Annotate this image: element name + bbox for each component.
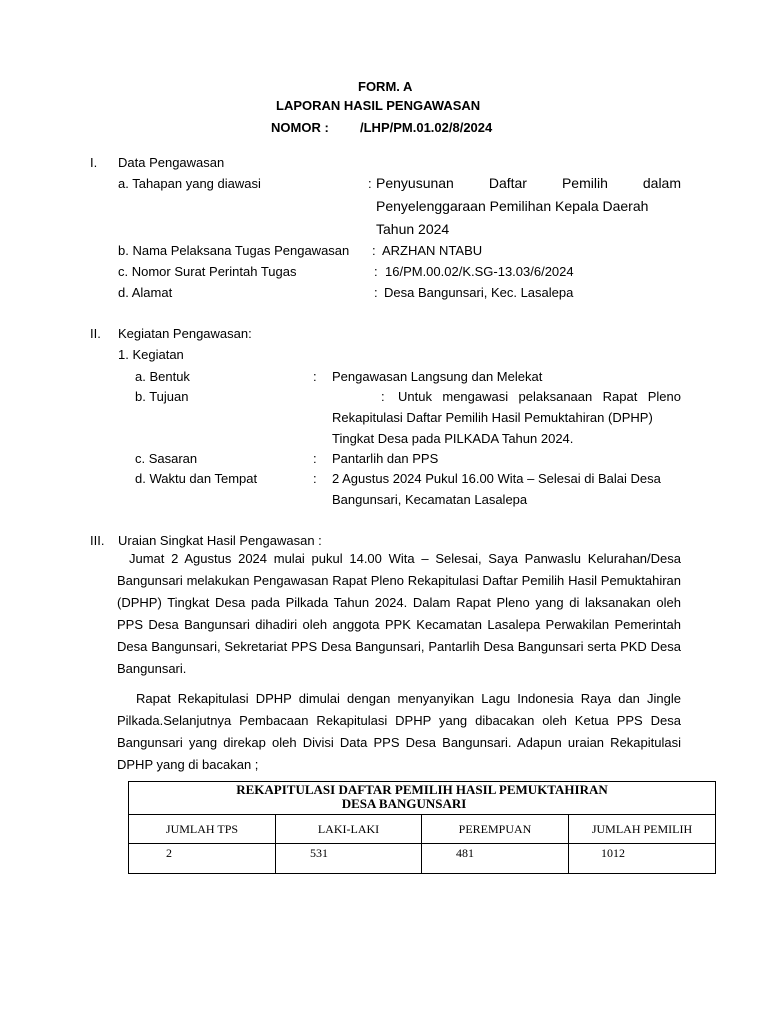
header-laki-laki: LAKI-LAKI [276,815,422,844]
cell-jumlah-pemilih: 1012 [569,844,716,874]
sasaran-value: Pantarlih dan PPS [332,451,439,466]
section1-title: Data Pengawasan [118,155,225,170]
section1-number: I. [90,155,98,170]
tahapan-value-line1: Penyusunan Daftar Pemilih dalam [376,175,681,191]
tujuan-value-line2: Rekapitulasi Daftar Pemilih Hasil Pemuktahiran (DPHP) [332,410,653,425]
alamat-value: Desa Bangunsari, Kec. Lasalepa [384,285,574,300]
tahapan-value-line3: Tahun 2024 [376,221,450,237]
pelaksana-label: b. Nama Pelaksana Tugas Pengawasan [118,243,350,258]
form-label: FORM. A [358,79,413,94]
table-row [129,844,716,874]
nomor-value: /LHP/PM.01.02/8/2024 [360,120,493,135]
tujuan-value-line1: Untuk mengawasi pelaksanaan Rapat Pleno [398,389,681,404]
header-jumlah-tps: JUMLAH TPS [129,815,276,844]
paragraph-1: Jumat 2 Agustus 2024 mulai pukul 14.00 Wita – Selesai, Saya Panwaslu Kelurahan/Desa Bangunsari melakukan Pengawasan Rapat Pleno Rekapitulasi Daftar Pemilih Hasil Pemuktahiran (DPHP) Tingkat Desa pada Pilkada Tahun 2024. Dalam Rapat Pleno yang di laksanakan oleh PPS Desa Bangunsari dihadiri oleh anggota PPK Kecamatan Lasalepa Perwakilan Pemerintah Desa Bangunsari, Sekretariat PPS Desa Bangunsari, Pantarlih Desa Bangunsari serta PKD Desa Bangunsari. [117,551,681,676]
tahapan-value-line2: Penyelenggaraan Pemilihan Kepala Daerah [376,198,649,214]
paragraph-2: Rapat Rekapitulasi DPHP dimulai dengan menyanyikan Lagu Indonesia Raya dan Jingle Pilkada.Selanjutnya Pembacaan Rekapitulasi DPHP yang dibacakan oleh Ketua PPS Desa Bangunsari yang direkap oleh Divisi Data PPS Desa Bangunsari. Adapun uraian Rekapitulasi DPHP yang di bacakan ; [117,691,681,772]
cell-perempuan: 481 [422,844,569,874]
pelaksana-colon: : [372,243,376,258]
tujuan-label: b. Tujuan [135,389,189,404]
rekapitulasi-table [128,781,716,874]
alamat-colon: : [374,285,378,300]
waktu-colon: : [313,471,317,486]
waktu-value-line1: 2 Agustus 2024 Pukul 16.00 Wita – Selesai di Balai Desa [332,471,661,486]
waktu-label: d. Waktu dan Tempat [135,471,258,486]
table-title [129,782,716,815]
header-perempuan: PEREMPUAN [422,815,569,844]
cell-laki-laki: 531 [276,844,422,874]
sasaran-colon: : [313,451,317,466]
section3-title: Uraian Singkat Hasil Pengawasan : [118,533,322,548]
table-header-row [129,815,716,844]
header-jumlah-pemilih: JUMLAH PEMILIH [569,815,716,844]
surat-tugas-label: c. Nomor Surat Perintah Tugas [118,264,297,279]
surat-tugas-colon: : [374,264,378,279]
table-title-line1: REKAPITULASI DAFTAR PEMILIH HASIL PEMUKTAHIRAN [236,782,608,797]
alamat-label: d. Alamat [118,285,173,300]
bentuk-label: a. Bentuk [135,369,190,384]
tujuan-colon: : [381,389,385,404]
tahapan-label: a. Tahapan yang diawasi [118,176,261,191]
nomor-label: NOMOR : [271,120,329,135]
sasaran-label: c. Sasaran [135,451,198,466]
pelaksana-value: ARZHAN NTABU [382,243,483,258]
tahapan-colon: : [368,176,372,191]
section2-title: Kegiatan Pengawasan: [118,326,252,341]
table-title-line2: DESA BANGUNSARI [341,796,467,811]
page-title: LAPORAN HASIL PENGAWASAN [276,98,481,113]
section2-number: II. [90,326,101,341]
kegiatan-subtitle: 1. Kegiatan [118,347,184,362]
surat-tugas-value: 16/PM.00.02/K.SG-13.03/6/2024 [385,264,574,279]
waktu-value-line2: Bangunsari, Kecamatan Lasalepa [332,492,528,507]
tujuan-value-line3: Tingkat Desa pada PILKADA Tahun 2024. [332,431,574,446]
cell-jumlah-tps: 2 [129,844,276,874]
bentuk-value: Pengawasan Langsung dan Melekat [332,369,543,384]
section3-number: III. [90,533,105,548]
bentuk-colon: : [313,369,317,384]
